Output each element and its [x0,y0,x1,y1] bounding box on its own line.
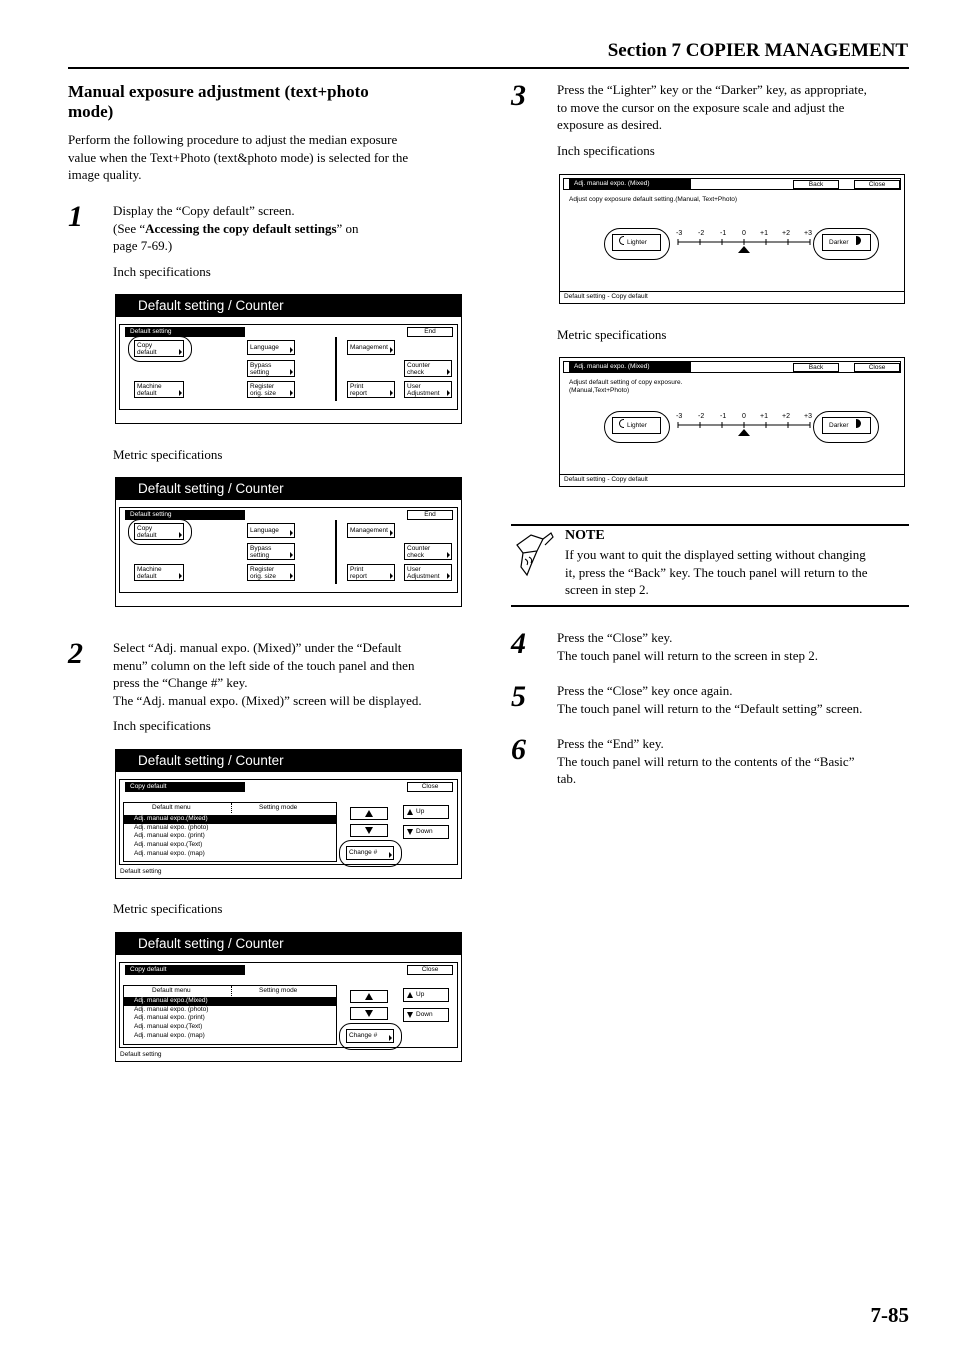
user-adjustment-key[interactable] [404,381,452,398]
default-setting-panel-metric [115,477,462,607]
key-label: Copy [137,342,153,349]
note-pen-icon-part [525,557,532,565]
darker-button[interactable] [822,234,871,251]
key-label: Language [250,527,279,534]
list-header [124,803,336,814]
down-button[interactable] [403,1008,449,1022]
key-label: Adjustment [407,573,440,580]
key-label: default [137,349,157,356]
up-button[interactable] [403,988,449,1002]
scale-label: -1 [720,413,727,420]
key-label: setting [250,369,270,376]
text-line: If you want to quit the displayed setting without changing [565,547,866,562]
key-label: Language [250,344,279,351]
screen-bar: Copy default [125,965,245,975]
text-line: The touch panel will return to the contents of the “Basic” [557,753,855,769]
key-label: Change # [349,849,378,856]
panel-body [119,507,458,593]
column-header: Default menu [152,987,191,994]
scale-label: +3 [804,230,812,237]
machine-default-key[interactable] [134,564,184,581]
button-label: Darker [829,422,849,429]
text-line: Press the “Close” key once again. [557,683,733,698]
step-number: 2 [68,637,83,670]
step-number: 1 [68,200,83,233]
exposure-scale [668,225,818,255]
panel-footer: Default setting - Copy default [564,476,648,483]
back-button[interactable]: Back [793,180,839,189]
panel-title: Default setting / Counter [116,478,461,500]
key-label: report [350,390,367,397]
scale-label: 0 [742,413,746,420]
note-rule [511,605,909,607]
copy-default-key[interactable] [134,523,184,540]
key-label: orig. size [250,390,277,397]
text-line: Display the “Copy default” screen. [113,203,295,218]
key-label: User [407,383,421,390]
up-button[interactable] [403,805,449,819]
key-label: Bypass [250,362,272,369]
lighter-button[interactable] [612,234,661,251]
button-label: Lighter [627,239,647,246]
column-header: Default menu [152,804,191,811]
key-label: Counter [407,545,431,552]
key-label: Management [350,527,388,534]
scale-label: +1 [760,413,768,420]
screen-bar: Copy default [125,782,245,792]
end-button[interactable]: End [407,327,453,337]
text-line: menu” column on the left side of the touch panel and then [113,657,415,673]
text-line: The touch panel will return to the screen in step 2. [557,647,819,663]
divider [335,520,337,584]
lighter-button[interactable] [612,417,661,434]
key-label: check [407,552,424,559]
close-button[interactable]: Close [854,180,900,189]
page-number: 7-85 [870,1303,909,1327]
text-line: value when the Text+Photo (text&photo mode) is selected for the [68,149,409,165]
panel-title: Default setting / Counter [116,295,461,317]
heading-line: Manual exposure adjustment (text+photo [68,82,369,101]
list-item[interactable]: Adj. manual expo.(Text) [134,1023,203,1031]
panel-body [119,962,458,1048]
up-arrow-icon [365,993,373,1000]
button-label: Down [416,1011,433,1018]
key-label: Machine [137,383,162,390]
step2-text [113,639,473,709]
button-label: Up [416,808,425,815]
key-label: Change # [349,1032,378,1039]
scroll-up-button[interactable] [350,807,388,820]
key-label: Register [250,383,275,390]
copy-default-key[interactable] [134,340,184,357]
language-key[interactable] [247,340,295,355]
exposure-top-bar [563,178,901,190]
key-label: report [350,573,367,580]
column-header: Setting mode [259,987,298,994]
divider [335,337,337,401]
text-line: page 7-69.) [113,238,173,253]
text-line: exposure as desired. [557,117,663,132]
heading-line: mode) [68,102,114,121]
counter-check-key[interactable] [404,360,452,377]
list-item[interactable]: Adj. manual expo.(Text) [134,841,203,849]
note-label: NOTE [565,528,605,543]
back-button[interactable]: Back [793,363,839,372]
exposure-description: Adjust copy exposure default setting.(Manual, Text+Photo) [569,196,738,203]
list-item[interactable]: Adj. manual expo.(Mixed) [124,815,336,824]
footer-divider [560,291,904,292]
button-label: Down [416,828,433,835]
default-menu-list [123,802,337,862]
close-button[interactable]: Close [407,965,453,975]
counter-check-key[interactable] [404,543,452,560]
exposure-description: Adjust default setting of copy exposure. [569,379,683,386]
scroll-down-button[interactable] [350,824,388,837]
step5-text [557,682,912,717]
note-pen-icon-part [543,533,553,545]
list-header [124,986,336,996]
scale-label: -3 [676,413,683,420]
text-line: tab. [557,771,577,786]
footer-divider [560,474,904,475]
screen-bar: Default setting [125,327,245,337]
register-orig-size-key[interactable] [247,381,295,398]
scale-label: -2 [698,230,705,237]
list-body [124,815,336,859]
key-label: setting [250,552,270,559]
spec-label: Metric specifications [113,447,223,462]
button-label: Up [416,991,425,998]
exposure-scale [668,408,818,438]
down-arrow-icon [365,1010,373,1017]
exposure-description: (Manual,Text+Photo) [569,387,630,394]
step3-text [557,81,912,134]
spec-label: Inch specifications [113,718,211,733]
darker-icon [856,419,861,428]
cursor-icon [738,246,750,253]
scale-label: +2 [782,413,790,420]
list-item[interactable]: Adj. manual expo. (map) [134,1031,205,1039]
key-label: orig. size [250,573,277,580]
register-orig-size-key[interactable] [247,564,295,581]
text-line: image quality. [68,167,142,182]
exposure-top-bar [563,361,901,373]
list-item[interactable]: Adj. manual expo.(Mixed) [124,997,336,1006]
down-arrow-icon [365,827,373,834]
key-label: default [137,390,157,397]
print-report-key[interactable] [347,564,395,581]
key-label: Copy [137,525,153,532]
cursor-icon [738,429,750,436]
list-item[interactable]: Adj. manual expo. (print) [134,1014,205,1022]
lighter-icon [619,419,624,428]
up-arrow-icon [365,810,373,817]
link-text[interactable]: Accessing the copy default settings [145,220,337,236]
key-label: User [407,566,421,573]
key-label: Machine [137,566,162,573]
key-label: Print [350,383,364,390]
key-label: Management [350,344,388,351]
scale-label: +3 [804,413,812,420]
step-number: 5 [511,680,526,713]
text-line: Press the “Close” key. [557,630,673,645]
close-button[interactable]: Close [854,363,900,372]
key-label: check [407,369,424,376]
header-rule [68,67,909,69]
default-setting-panel-inch [115,294,462,424]
darker-icon [856,236,861,245]
text-line: screen in step 2. [565,582,649,597]
scale-label: -1 [720,230,727,237]
screen-bar: Adj. manual expo. (Mixed) [569,362,691,372]
exposure-panel-inch [559,174,905,304]
panel-title: Default setting / Counter [116,933,461,955]
note-pen-icon-part [521,551,537,575]
management-key[interactable] [347,523,395,538]
text-span: ” on [336,220,359,236]
column-header: Setting mode [259,804,298,811]
panel-footer: Default setting [120,1051,162,1058]
list-item[interactable]: Adj. manual expo. (photo) [134,1005,209,1013]
exposure-panel-metric [559,357,905,487]
text-line [113,220,468,238]
end-button[interactable]: End [407,510,453,520]
text-line: The touch panel will return to the “Default setting” screen. [557,700,863,716]
scale-label: -2 [698,413,705,420]
spec-label: Inch specifications [113,264,211,279]
step1-text [113,202,468,255]
change-number-key[interactable] [346,1029,394,1043]
copy-default-panel-inch [115,749,462,879]
panel-footer: Default setting [120,868,162,875]
key-label: Adjustment [407,390,440,397]
scroll-down-button[interactable] [350,1007,388,1020]
spec-label: Metric specifications [557,327,667,342]
list-body [124,997,336,1041]
panel-body [119,324,458,410]
screen-bar: Default setting [125,510,245,520]
spec-label: Inch specifications [557,143,655,158]
panel-title: Default setting / Counter [116,750,461,772]
key-label: Bypass [250,545,272,552]
spec-label: Metric specifications [113,901,223,916]
text-line: Press the “Lighter” key or the “Darker” key, as appropriate, [557,82,867,97]
scale-label: +1 [760,230,768,237]
text-line: to move the cursor on the exposure scale and adjust the [557,99,845,115]
list-item[interactable]: Adj. manual expo. (map) [134,849,205,857]
step4-text [557,629,912,664]
lighter-icon [619,236,624,245]
step-number: 3 [511,79,526,112]
text-line: Perform the following procedure to adjust the median exposure [68,132,398,147]
step6-text [557,735,912,788]
scale-label: 0 [742,230,746,237]
text-line: it, press the “Back” key. The touch panel will return to the [565,564,868,580]
intro-paragraph [68,131,468,184]
down-arrow-icon [407,1012,413,1018]
up-arrow-icon [407,809,413,815]
user-adjustment-key[interactable] [404,564,452,581]
scale-label: +2 [782,230,790,237]
panel-body [119,779,458,865]
button-label: Lighter [627,422,647,429]
key-label: default [137,532,157,539]
text-line: Select “Adj. manual expo. (Mixed)” under the “Default [113,640,402,655]
section-heading [68,82,468,122]
note-text [565,546,910,599]
print-report-key[interactable] [347,381,395,398]
bypass-setting-key[interactable] [247,360,295,377]
list-item[interactable]: Adj. manual expo. (print) [134,832,205,840]
section-header: Section 7 COPIER MANAGEMENT [607,40,908,61]
management-key[interactable] [347,340,395,355]
key-label: Print [350,566,364,573]
text-line: press the “Change #” key. [113,675,248,690]
darker-button[interactable] [822,417,871,434]
language-key[interactable] [247,523,295,538]
up-arrow-icon [407,992,413,998]
key-label: Counter [407,362,431,369]
down-arrow-icon [407,829,413,835]
machine-default-key[interactable] [134,381,184,398]
note-pen-icon [513,531,555,579]
scroll-up-button[interactable] [350,990,388,1003]
step-number: 6 [511,733,526,766]
list-item[interactable]: Adj. manual expo. (photo) [134,823,209,831]
note-pen-icon-part [517,535,543,553]
step-number: 4 [511,627,526,660]
screen-bar: Adj. manual expo. (Mixed) [569,179,691,189]
default-menu-list [123,985,337,1045]
close-button[interactable]: Close [407,782,453,792]
down-button[interactable] [403,825,449,839]
text-line: The “Adj. manual expo. (Mixed)” screen will be displayed. [113,692,422,708]
note-rule [511,524,909,526]
key-label: Register [250,566,275,573]
panel-footer: Default setting - Copy default [564,293,648,300]
bypass-setting-key[interactable] [247,543,295,560]
change-number-key[interactable] [346,846,394,860]
copy-default-panel-metric [115,932,462,1062]
scale-label: -3 [676,230,683,237]
button-label: Darker [829,239,849,246]
text-line: Press the “End” key. [557,736,664,751]
key-label: default [137,573,157,580]
text-span: (See “ [113,220,146,236]
